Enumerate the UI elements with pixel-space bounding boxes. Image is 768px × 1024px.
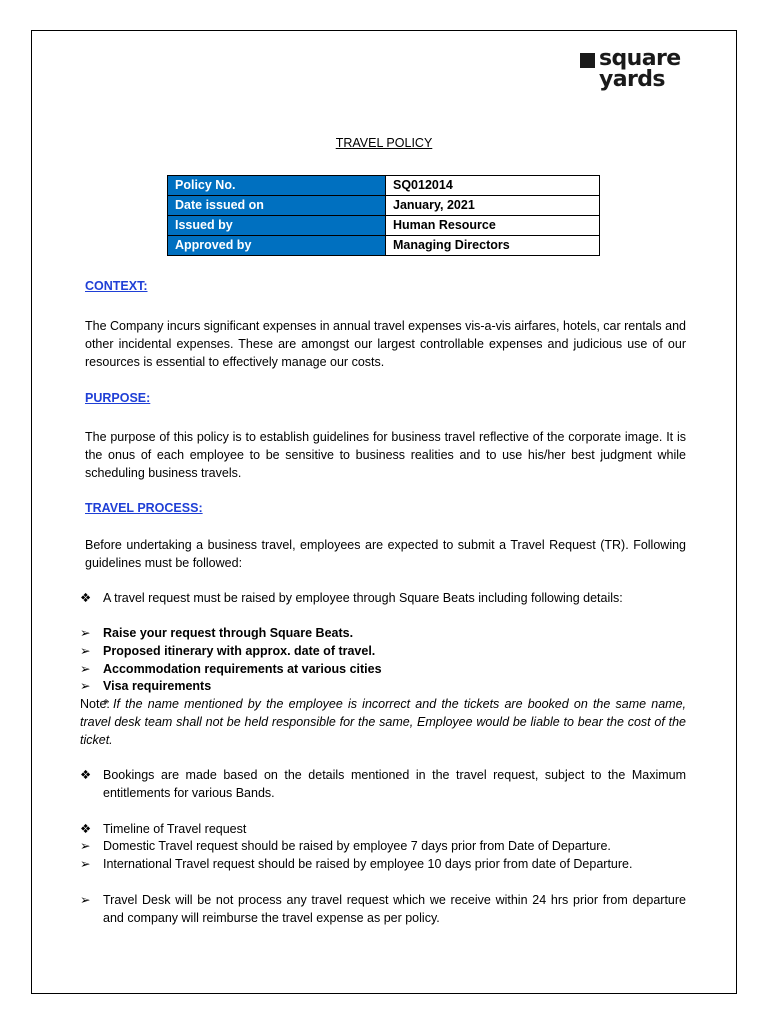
- logo-square-icon: [580, 53, 595, 68]
- approved-by-label: Approved by: [168, 236, 386, 256]
- issued-by-label: Issued by: [168, 216, 386, 236]
- arrow-bullet-icon: ➢: [80, 626, 91, 640]
- arrow-bullet-icon: ➢: [80, 644, 91, 658]
- list-item: [80, 855, 686, 873]
- list-item: [80, 766, 686, 802]
- purpose-paragraph: The purpose of this policy is to establish guidelines for business travel reflective of the corporate image. It is the onus of each employee to be sensitive to business realities and to use his/her best judgment while scheduling business travels.: [85, 430, 686, 480]
- policy-no-value: SQ012014: [386, 176, 600, 196]
- diamond-bullet-icon: ❖: [80, 591, 92, 605]
- logo-text-yards: yards: [599, 67, 665, 92]
- arrow-bullet-icon: ➢: [80, 857, 91, 871]
- arrow-bullet-icon: ➢: [80, 893, 91, 907]
- list-item: [80, 891, 686, 927]
- context-paragraph: The Company incurs significant expenses in annual travel expenses vis-a-vis airfares, hotels, car rentals and other incidental expenses. These are amongst our largest controllable expenses and judicious use of our resources is essential to effectively manage our costs.: [85, 319, 686, 369]
- arrow-bullet-icon: ➢: [80, 662, 91, 676]
- table-row: [168, 176, 600, 196]
- timeline-item-text: International Travel request should be raised by employee 10 days prior from date of Departure.: [103, 857, 633, 871]
- approved-by-value: Managing Directors: [386, 236, 600, 256]
- list-item: [80, 624, 686, 642]
- timeline-item-text: Travel Desk will be not process any travel request which we receive within 24 hrs prior from departure and company will reimburse the travel expense as per policy.: [103, 893, 686, 925]
- list-item: [80, 820, 686, 838]
- date-issued-label: Date issued on: [168, 196, 386, 216]
- list-item: [80, 677, 686, 695]
- arrow-bullet-icon: ➢: [80, 839, 91, 853]
- table-row: [168, 236, 600, 256]
- request-item-text: Visa requirements: [103, 679, 212, 693]
- list-item: [80, 660, 686, 678]
- policy-info-table: [167, 175, 600, 256]
- policy-no-label: Policy No.: [168, 176, 386, 196]
- list-item: [80, 589, 686, 607]
- table-row: [168, 196, 600, 216]
- request-bullet-text: A travel request must be raised by employee through Square Beats including following details:: [103, 591, 623, 605]
- timeline-bullet-text: Timeline of Travel request: [103, 822, 247, 836]
- note-text: * If the name mentioned by the employee is incorrect and the tickets are booked on the same name, travel desk team shall not be held responsible for the same, Employee would be liable to bear the cost of the ticket.: [80, 697, 686, 747]
- diamond-bullet-icon: ❖: [80, 768, 92, 782]
- request-item-text: Raise your request through Square Beats.: [103, 626, 354, 640]
- table-row: [168, 216, 600, 236]
- request-item-text: Accommodation requirements at various cities: [103, 662, 382, 676]
- list-item: [80, 837, 686, 855]
- request-item-text: Proposed itinerary with approx. date of travel.: [103, 644, 376, 658]
- travel-process-intro: Before undertaking a business travel, employees are expected to submit a Travel Request (TR). Following guidelines must be followed:: [85, 538, 686, 570]
- note-label: Note:: [80, 697, 110, 711]
- arrow-bullet-icon: ➢: [80, 679, 91, 693]
- timeline-item-text: Domestic Travel request should be raised by employee 7 days prior from Date of Departure.: [103, 839, 611, 853]
- note-block: [80, 695, 686, 749]
- document-title: TRAVEL POLICY: [335, 136, 433, 150]
- logo-text-square: square: [599, 46, 681, 71]
- context-heading: CONTEXT:: [85, 279, 148, 293]
- square-yards-logo: [580, 46, 690, 96]
- issued-by-value: Human Resource: [386, 216, 600, 236]
- purpose-heading: PURPOSE:: [85, 391, 151, 405]
- list-item: [80, 642, 686, 660]
- bookings-bullet-text: Bookings are made based on the details mentioned in the travel request, subject to the Maximum entitlements for various Bands.: [103, 768, 686, 800]
- diamond-bullet-icon: ❖: [80, 822, 92, 836]
- travel-process-heading: TRAVEL PROCESS:: [85, 501, 203, 515]
- date-issued-value: January, 2021: [386, 196, 600, 216]
